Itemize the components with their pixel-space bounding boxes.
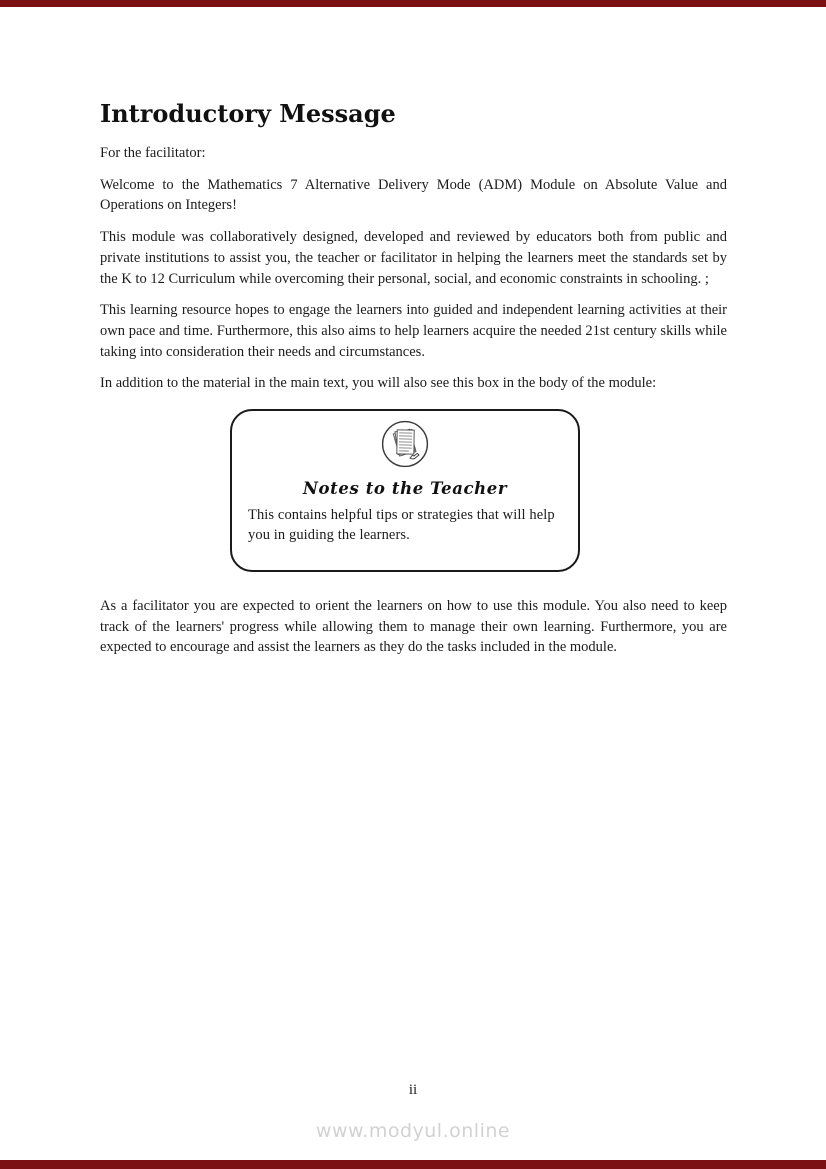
notes-box-title: Notes to the Teacher <box>302 479 508 499</box>
paragraph-facilitator-role: As a facilitator you are expected to orient the learners on how to use this module. You also need to keep track of the learners' progress while allowing them to manage their own learning. Furthermore, you are expected to encourage and assist the learners as they do the tasks included in the module. <box>100 598 727 656</box>
top-accent-bar <box>0 0 826 7</box>
paragraph-learning-resource: This learning resource hopes to engage the learners into guided and independent learning activities at their own pace and time. Furthermore, this also aims to help learners acquire the needed 21st century skills while taking into consideration their needs and circumstances. <box>100 302 727 360</box>
watermark: www.modyul.online <box>315 1120 511 1142</box>
page-number: ii <box>408 1082 418 1098</box>
paragraph-module-design: This module was collaboratively designed, developed and reviewed by educators both from public and private institutions to assist you, the teacher or facilitator in helping the learners meet the standards set by the K to 12 Curriculum while overcoming their personal, social, and economic constraints in schooling. ; <box>100 229 727 287</box>
paragraph-welcome: Welcome to the Mathematics 7 Alternative Delivery Mode (ADM) Module on Absolute Value and Operations on Integers! <box>100 176 727 214</box>
notes-icon-container <box>232 420 578 468</box>
bottom-accent-bar <box>0 1160 826 1169</box>
paragraph-facilitator-salutation: For the facilitator: <box>100 145 206 161</box>
notes-box-body: This contains helpful tips or strategies that will help you in guiding the learners. <box>248 507 555 544</box>
notes-papers-icon <box>381 420 429 468</box>
paragraph-box-intro: In addition to the material in the main text, you will also see this box in the body of the module: <box>100 375 657 392</box>
page-content <box>100 99 727 669</box>
page-title: Introductory Message <box>100 99 396 128</box>
notes-to-teacher-box <box>230 409 580 572</box>
